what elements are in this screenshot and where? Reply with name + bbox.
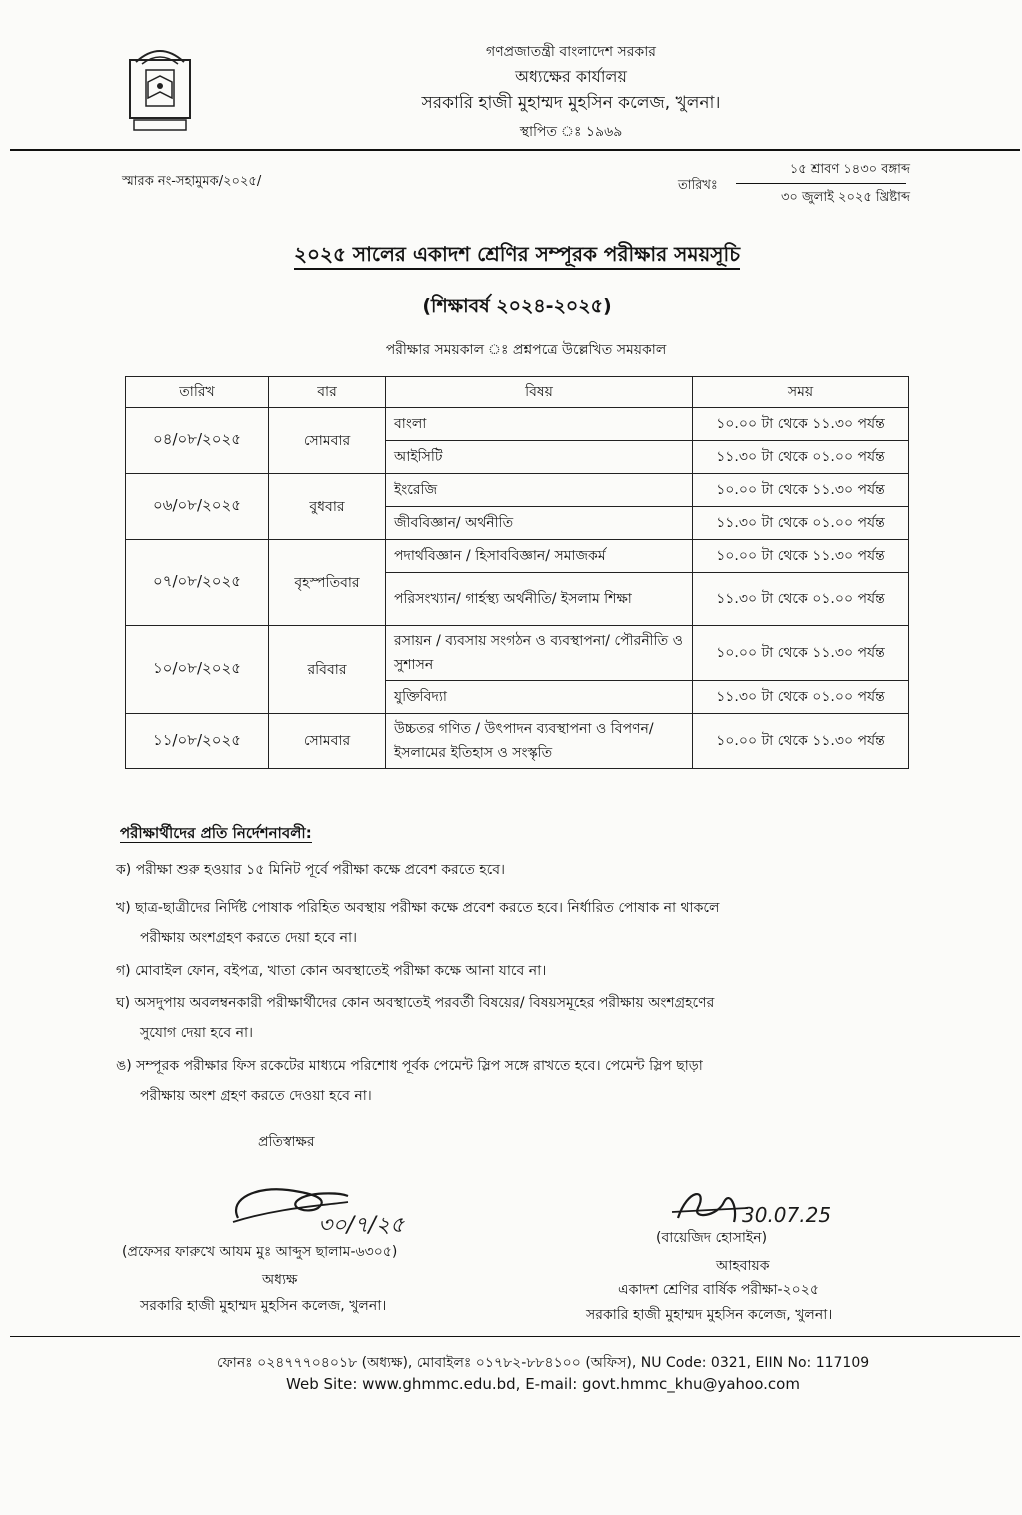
header-divider bbox=[10, 149, 1020, 151]
row-time: ১১.৩০ টা থেকে ০১.০০ পর্যন্ত bbox=[693, 681, 909, 714]
svg-text:30.07.25: 30.07.25 bbox=[742, 1203, 832, 1227]
row-day: রবিবার bbox=[269, 626, 386, 714]
exam-schedule-table bbox=[125, 376, 909, 769]
row-day: সোমবার bbox=[269, 408, 386, 474]
row-time: ১১.৩০ টা থেকে ০১.০০ পর্যন্ত bbox=[693, 507, 909, 540]
row-subject: বাংলা bbox=[386, 408, 693, 441]
row-subject: রসায়ন / ব্যবসায় সংগঠন ও ব্যবস্থাপনা/ পৌরনীতি ও সুশাসন bbox=[386, 626, 693, 681]
principal-signature bbox=[218, 1178, 458, 1238]
date-bangla: ১৫ শ্রাবণ ১৪৩০ বঙ্গাব্দ bbox=[789, 162, 910, 177]
row-time: ১০.০০ টা থেকে ১১.৩০ পর্যন্ত bbox=[693, 408, 909, 441]
row-day: সোমবার bbox=[269, 714, 386, 769]
row-time: ১০.০০ টা থেকে ১১.৩০ পর্যন্ত bbox=[693, 626, 909, 681]
instruction-text: ঘ) অসদুপায় অবলম্বনকারী পরীক্ষার্থীদের কোন অবস্থাতেই পরবর্তী বিষয়ের/ বিষয়সমূহের পরীক্ষায় অংশগ্রহণের bbox=[116, 995, 715, 1011]
row-day: বৃহস্পতিবার bbox=[269, 540, 386, 626]
row-subject: আইসিটি bbox=[386, 441, 693, 474]
countersign-label: প্রতিস্বাক্ষর bbox=[258, 1134, 315, 1150]
svg-text:৩০/৭/২৫: ৩০/৭/২৫ bbox=[318, 1213, 405, 1238]
row-date: ১১/০৮/২০২৫ bbox=[126, 714, 269, 769]
instruction-item bbox=[116, 956, 902, 986]
instruction-item bbox=[116, 988, 902, 1048]
instructions-heading: পরীক্ষার্থীদের প্রতি নির্দেশনাবলী: bbox=[120, 824, 312, 842]
date-english: ৩০ জুলাই ২০২৫ খ্রিষ্টাব্দ bbox=[780, 190, 910, 205]
row-date: ০৬/০৮/২০২৫ bbox=[126, 474, 269, 540]
row-date: ০৭/০৮/২০২৫ bbox=[126, 540, 269, 626]
date-label: তারিখঃ bbox=[678, 178, 718, 193]
footer-contact: ফোনঃ ০২৪৭৭৭০৪০১৮ (অধ্যক্ষ), মোবাইলঃ ০১৭৮২-৮৮৪১০০ (অফিস), NU Code: 0321, EIIN No: 117109 bbox=[216, 1355, 870, 1371]
col-subject: বিষয় bbox=[386, 377, 693, 408]
convener-org: সরকারি হাজী মুহাম্মদ মুহসিন কলেজ, খুলনা। bbox=[586, 1307, 833, 1323]
row-date: ১০/০৮/২০২৫ bbox=[126, 626, 269, 714]
instruction-item bbox=[116, 893, 902, 953]
instruction-text: খ) ছাত্র-ছাত্রীদের নির্দিষ্ট পোষাক পরিহিত অবস্থায় পরীক্ষা কক্ষে প্রবেশ করতে হবে। নির্ধারিত পোষাক না থাকলে bbox=[116, 900, 720, 916]
header-college: সরকারি হাজী মুহাম্মদ মুহসিন কলেজ, খুলনা। bbox=[421, 93, 721, 113]
col-time: সময় bbox=[693, 377, 909, 408]
row-subject: যুক্তিবিদ্যা bbox=[386, 681, 693, 714]
row-time: ১১.৩০ টা থেকে ০১.০০ পর্যন্ত bbox=[693, 573, 909, 626]
row-time: ১০.০০ টা থেকে ১১.৩০ পর্যন্ত bbox=[693, 714, 909, 769]
table-row bbox=[126, 474, 909, 507]
table-row bbox=[126, 540, 909, 573]
row-subject: উচ্চতর গণিত / উৎপাদন ব্যবস্থাপনা ও বিপণন/ ইসলামের ইতিহাস ও সংস্কৃতি bbox=[386, 714, 693, 769]
row-time: ১০.০০ টা থেকে ১১.৩০ পর্যন্ত bbox=[693, 474, 909, 507]
header-government: গণপ্রজাতন্ত্রী বাংলাদেশ সরকার bbox=[486, 44, 656, 60]
principal-title: অধ্যক্ষ bbox=[262, 1272, 298, 1288]
header-office: অধ্যক্ষের কার্যালয় bbox=[515, 67, 627, 86]
convener-title: আহবায়ক bbox=[716, 1258, 770, 1274]
col-day: বার bbox=[269, 377, 386, 408]
row-subject: পদার্থবিজ্ঞান / হিসাববিজ্ঞান/ সমাজকর্ম bbox=[386, 540, 693, 573]
footer-divider bbox=[10, 1336, 1020, 1337]
instruction-text: ঙ) সম্পূরক পরীক্ষার ফিস রকেটের মাধ্যমে পরিশোধ পূর্বক পেমেন্ট স্লিপ সঙ্গে রাখতে হবে। পেমেন্ট স্লিপ ছাড়া bbox=[116, 1058, 703, 1074]
table-row bbox=[126, 408, 909, 441]
row-subject: পরিসংখ্যান/ গার্হস্থ্য অর্থনীতি/ ইসলাম শিক্ষা bbox=[386, 573, 693, 626]
row-day: বুধবার bbox=[269, 474, 386, 540]
instruction-text: গ) মোবাইল ফোন, বইপত্র, খাতা কোন অবস্থাতেই পরীক্ষা কক্ষে আনা যাবে না। bbox=[116, 963, 547, 979]
instruction-item bbox=[116, 1051, 902, 1111]
row-subject: জীববিজ্ঞান/ অর্থনীতি bbox=[386, 507, 693, 540]
instruction-text-cont: সুযোগ দেয়া হবে না। bbox=[140, 1025, 254, 1041]
principal-org: সরকারি হাজী মুহাম্মদ মুহসিন কলেজ, খুলনা। bbox=[140, 1298, 387, 1314]
table-row bbox=[126, 714, 909, 769]
instruction-text: ক) পরীক্ষা শুরু হওয়ার ১৫ মিনিট পূর্বে পরীক্ষা কক্ষে প্রবেশ করতে হবে। bbox=[116, 862, 506, 878]
footer-web: Web Site: www.ghmmc.edu.bd, E-mail: govt.hmmc_khu@yahoo.com bbox=[286, 1375, 800, 1393]
convener-name: (বায়েজিদ হোসাইন) bbox=[656, 1230, 768, 1246]
instruction-text-cont: পরীক্ষায় অংশগ্রহণ করতে দেয়া হবে না। bbox=[140, 930, 358, 946]
row-date: ০৪/০৮/২০২৫ bbox=[126, 408, 269, 474]
row-subject: ইংরেজি bbox=[386, 474, 693, 507]
exam-duration: পরীক্ষার সময়কাল ঃ প্রশ্নপত্রে উল্লেখিত সময়কাল bbox=[385, 342, 667, 358]
principal-name: (প্রফেসর ফারুখে আযম মুঃ আব্দুস ছালাম-৬৩০৫) bbox=[122, 1244, 398, 1260]
row-time: ১০.০০ টা থেকে ১১.৩০ পর্যন্ত bbox=[693, 540, 909, 573]
table-header-row bbox=[126, 377, 909, 408]
col-date: তারিখ bbox=[126, 377, 269, 408]
header-established: স্থাপিত ঃ ১৯৬৯ bbox=[519, 124, 623, 140]
instruction-item bbox=[116, 855, 902, 885]
convener-committee: একাদশ শ্রেণির বার্ষিক পরীক্ষা-২০২৫ bbox=[618, 1282, 819, 1298]
academic-year: (শিক্ষাবর্ষ ২০২৪-২০২৫) bbox=[422, 295, 612, 317]
date-divider bbox=[736, 183, 906, 184]
table-row bbox=[126, 626, 909, 681]
row-time: ১১.৩০ টা থেকে ০১.০০ পর্যন্ত bbox=[693, 441, 909, 474]
memo-number: স্মারক নং-সহামুমক/২০২৫/ bbox=[122, 174, 262, 189]
instruction-text-cont: পরীক্ষায় অংশ গ্রহণ করতে দেওয়া হবে না। bbox=[140, 1088, 372, 1104]
document-title: ২০২৫ সালের একাদশ শ্রেণির সম্পূরক পরীক্ষার সময়সূচি bbox=[0, 240, 1022, 273]
